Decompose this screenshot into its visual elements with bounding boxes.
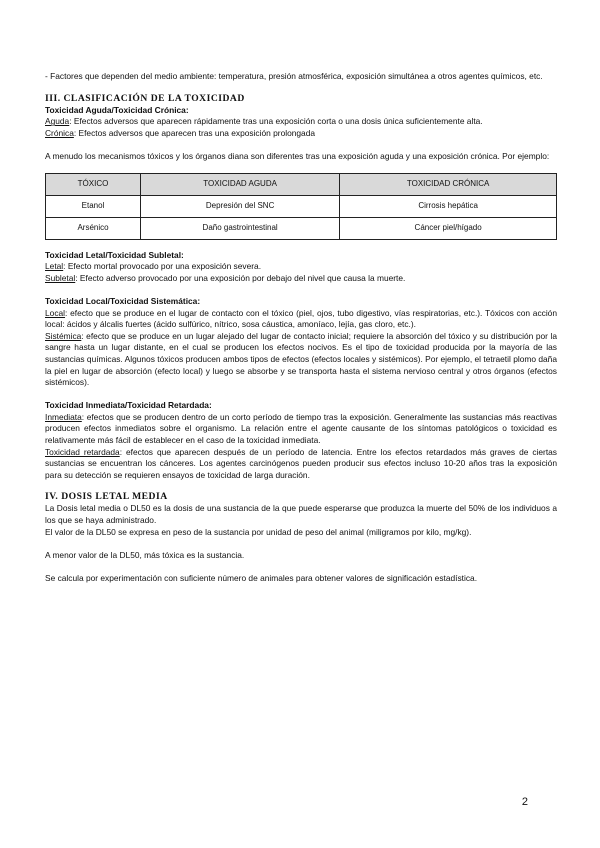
table-cell: Cáncer piel/hígado	[340, 217, 557, 239]
table-row	[46, 195, 557, 217]
table-cell: Depresión del SNC	[141, 195, 340, 217]
immediate-delayed-heading: Toxicidad Inmediata/Toxicidad Retardada:	[45, 400, 212, 411]
table-header-cell: TOXICIDAD CRÓNICA	[340, 173, 557, 195]
chronic-term: Crónica	[45, 127, 74, 138]
delayed-term: Toxicidad retardada	[45, 446, 120, 457]
sublethal-definition	[45, 273, 557, 285]
local-systemic-heading: Toxicidad Local/Toxicidad Sistemática:	[45, 295, 201, 306]
systemic-definition	[45, 331, 557, 389]
lethal-text: : Efecto mortal provocado por una exposición severa.	[63, 261, 262, 272]
systemic-term: Sistémica	[45, 330, 82, 341]
lethal-definition	[45, 261, 557, 273]
local-text: : efecto que se produce en el lugar de contacto con el tóxico (piel, ojos, tubo digestivo, vías respiratorias, etc.). Tóxicos con acción local: ácidos y álcalis fuertes (ácido sulfúrico, nítrico, sosa cáustica, amoníaco, lejía, gas cloro, etc.).	[45, 307, 557, 330]
ld50-units: El valor de la DL50 se expresa en peso de la sustancia por unidad de peso del animal (miligramos por kilo, mg/kg).	[45, 526, 472, 537]
table-header-cell: TÓXICO	[46, 173, 141, 195]
sublethal-term: Subletal	[45, 272, 76, 283]
ld50-definition: La Dosis letal media o DL50 es la dosis de una sustancia de la que puede esperarse que produzca la muerte del 50% de los individuos a los que se haya administrado.	[45, 503, 557, 526]
table-cell: Etanol	[46, 195, 141, 217]
table-intro: A menudo los mecanismos tóxicos y los órganos diana son diferentes tras una exposición aguda y una exposición crónica. Por ejemplo:	[45, 150, 550, 161]
lethal-heading: Toxicidad Letal/Toxicidad Subletal:	[45, 249, 184, 260]
section-3-title: III. CLASIFICACIÓN DE LA TOXICIDAD	[45, 92, 245, 104]
ld50-calculation: Se calcula por experimentación con suficiente número de animales para obtener valores de significación estadística.	[45, 573, 478, 583]
local-definition	[45, 308, 557, 331]
lethal-term: Letal	[45, 261, 64, 272]
acute-term: Aguda	[45, 116, 70, 127]
section-4-title: IV. DOSIS LETAL MEDIA	[45, 491, 168, 503]
intro-paragraph: - Factores que dependen del medio ambiente: temperatura, presión atmosférica, exposición simultánea a otros agentes químicos, etc.	[45, 71, 543, 81]
page-number: 2	[521, 796, 528, 808]
acute-definition	[45, 116, 557, 128]
delayed-definition	[45, 447, 557, 482]
local-term: Local	[45, 307, 66, 318]
table-cell: Arsénico	[46, 217, 141, 239]
table-header-cell: TOXICIDAD AGUDA	[141, 173, 340, 195]
table-row	[46, 217, 557, 239]
acute-text: : Efectos adversos que aparecen rápidamente tras una exposición corta o una dosis única suficientemente alta.	[69, 116, 483, 127]
immediate-text: : efectos que se producen dentro de un corto período de tiempo tras la exposición. Generalmente las sustancias más reactivas producen efectos inmediatos sobre el organismo. La relación entre el agente causante de los síntomas patológicos o toxicidad es relativamente más fácil de establecer en el caso de la toxicidad inmediata.	[45, 411, 557, 446]
acute-chronic-heading: Toxicidad Aguda/Toxicidad Crónica:	[45, 104, 189, 115]
table-header-row	[46, 173, 557, 195]
chronic-definition	[45, 128, 557, 140]
chronic-text: : Efectos adversos que aparecen tras una exposición prolongada	[73, 127, 316, 138]
table-cell: Cirrosis hepática	[340, 195, 557, 217]
page-content	[45, 71, 557, 585]
ld50-toxicity-note: A menor valor de la DL50, más tóxica es la sustancia.	[45, 549, 245, 560]
delayed-text: : efectos que aparecen después de un período de latencia. Entre los efectos retardados más graves de ciertas sustancias se encuentran los cánceres. Los agentes carcinógenos pueden producir sus efectos incluso 10-20 años tras la exposición para su detección se requieren ensayos de toxicidad de larga duración.	[45, 446, 557, 480]
sublethal-text: : Efecto adverso provocado por una exposición por debajo del nivel que causa la muerte.	[75, 272, 406, 283]
table-cell: Daño gastrointestinal	[141, 217, 340, 239]
immediate-term: Inmediata	[45, 411, 82, 422]
systemic-text: : efecto que se produce en un lugar alejado del lugar de contacto inicial; requiere la absorción del tóxico y su distribución por la sangre hasta un lugar distante, en el cual se producen los efectos nocivos. Es el tipo de toxicidad producida por la mayoría de las sustancias químicas. Algunos tóxicos producen ambos tipos de efectos (efectos locales y sistémicos). Por ejemplo, el tetraetil plomo daña la piel en lugar de absorción (efecto local) y luego se absorbe y se transporta hasta el sistema nervioso central y otros órganos (efectos sistémicos).	[45, 330, 557, 388]
toxicity-table	[45, 173, 557, 240]
immediate-definition	[45, 412, 557, 447]
